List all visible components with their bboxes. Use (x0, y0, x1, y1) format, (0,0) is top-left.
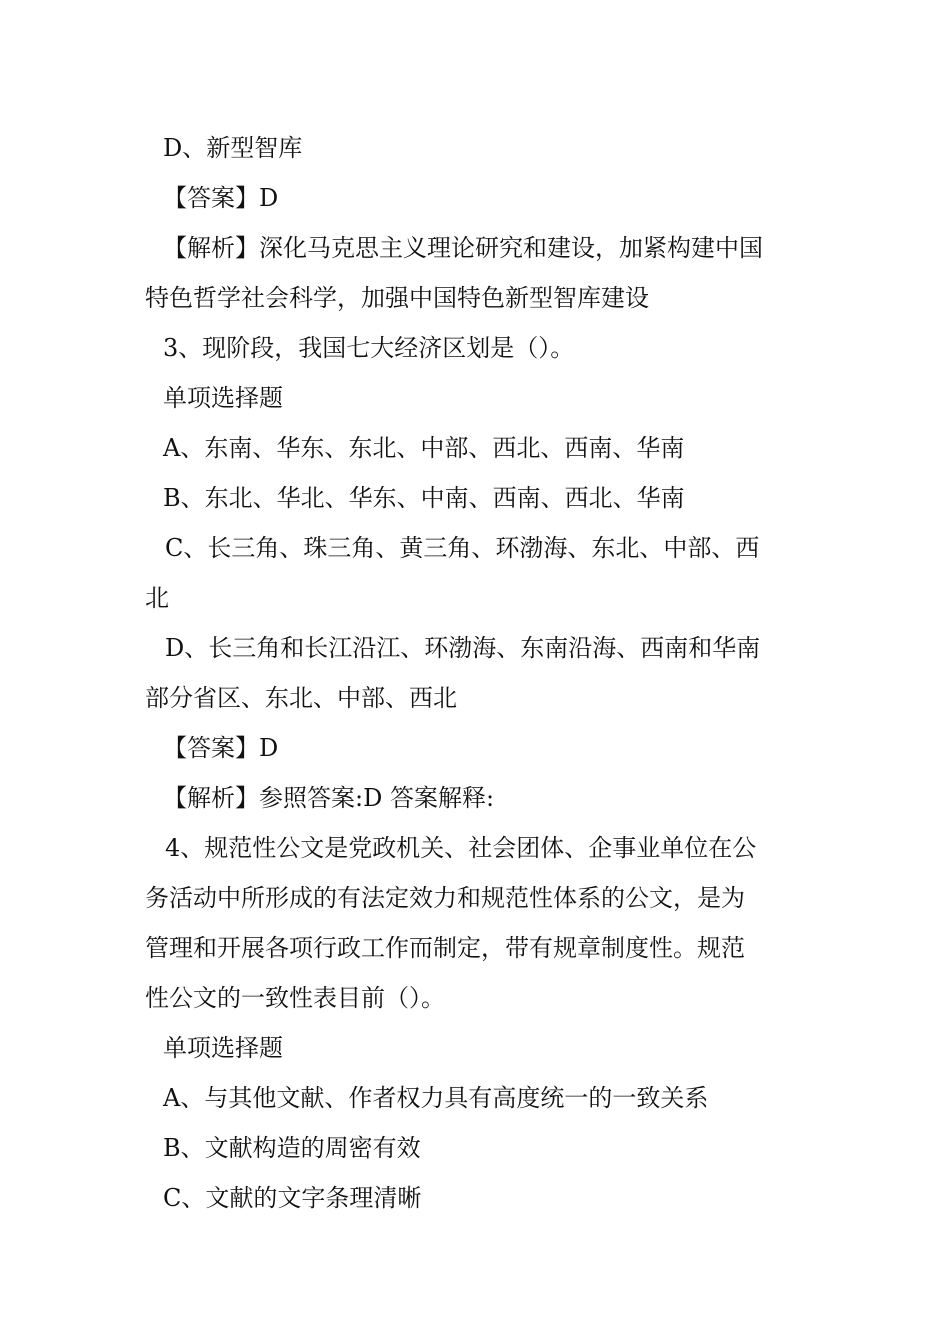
question-type-line: 单项选择题 (163, 1034, 283, 1062)
question-4-continuation: 务活动中所形成的有法定效力和规范性体系的公文，是为 (145, 884, 745, 912)
question-type-line: 单项选择题 (163, 384, 283, 412)
question-3-line: 3、现阶段，我国七大经济区划是（）。 (163, 334, 575, 362)
question-4-continuation: 性公文的一致性表目前（）。 (145, 984, 445, 1012)
explanation-line: 【解析】参照答案:D 答案解释: (163, 784, 495, 812)
explanation-line: 【解析】深化马克思主义理论研究和建设，加紧构建中国 (163, 234, 763, 262)
question-4-line: 4、规范性公文是党政机关、社会团体、企事业单位在公 (165, 834, 757, 862)
option-b-line: B、东北、华北、华东、中南、西南、西北、华南 (163, 484, 685, 512)
option-c-continuation: 北 (145, 584, 169, 612)
option-a-line: A、与其他文献、作者权力具有高度统一的一致关系 (163, 1084, 709, 1112)
answer-line: 【答案】D (163, 734, 279, 762)
question-4-continuation: 管理和开展各项行政工作而制定，带有规章制度性。规范 (145, 934, 745, 962)
option-d-line: D、新型智库 (163, 134, 303, 162)
answer-line: 【答案】D (163, 184, 279, 212)
option-d-continuation: 部分省区、东北、中部、西北 (145, 684, 457, 712)
option-b-line: B、文献构造的周密有效 (163, 1134, 421, 1162)
option-c-line: C、长三角、珠三角、黄三角、环渤海、东北、中部、西 (165, 534, 760, 562)
explanation-continuation: 特色哲学社会科学，加强中国特色新型智库建设 (145, 284, 649, 312)
option-a-line: A、东南、华东、东北、中部、西北、西南、华南 (163, 434, 685, 462)
option-c-line: C、文献的文字条理清晰 (163, 1184, 422, 1212)
option-d-line: D、长三角和长江沿江、环渤海、东南沿海、西南和华南 (165, 634, 761, 662)
